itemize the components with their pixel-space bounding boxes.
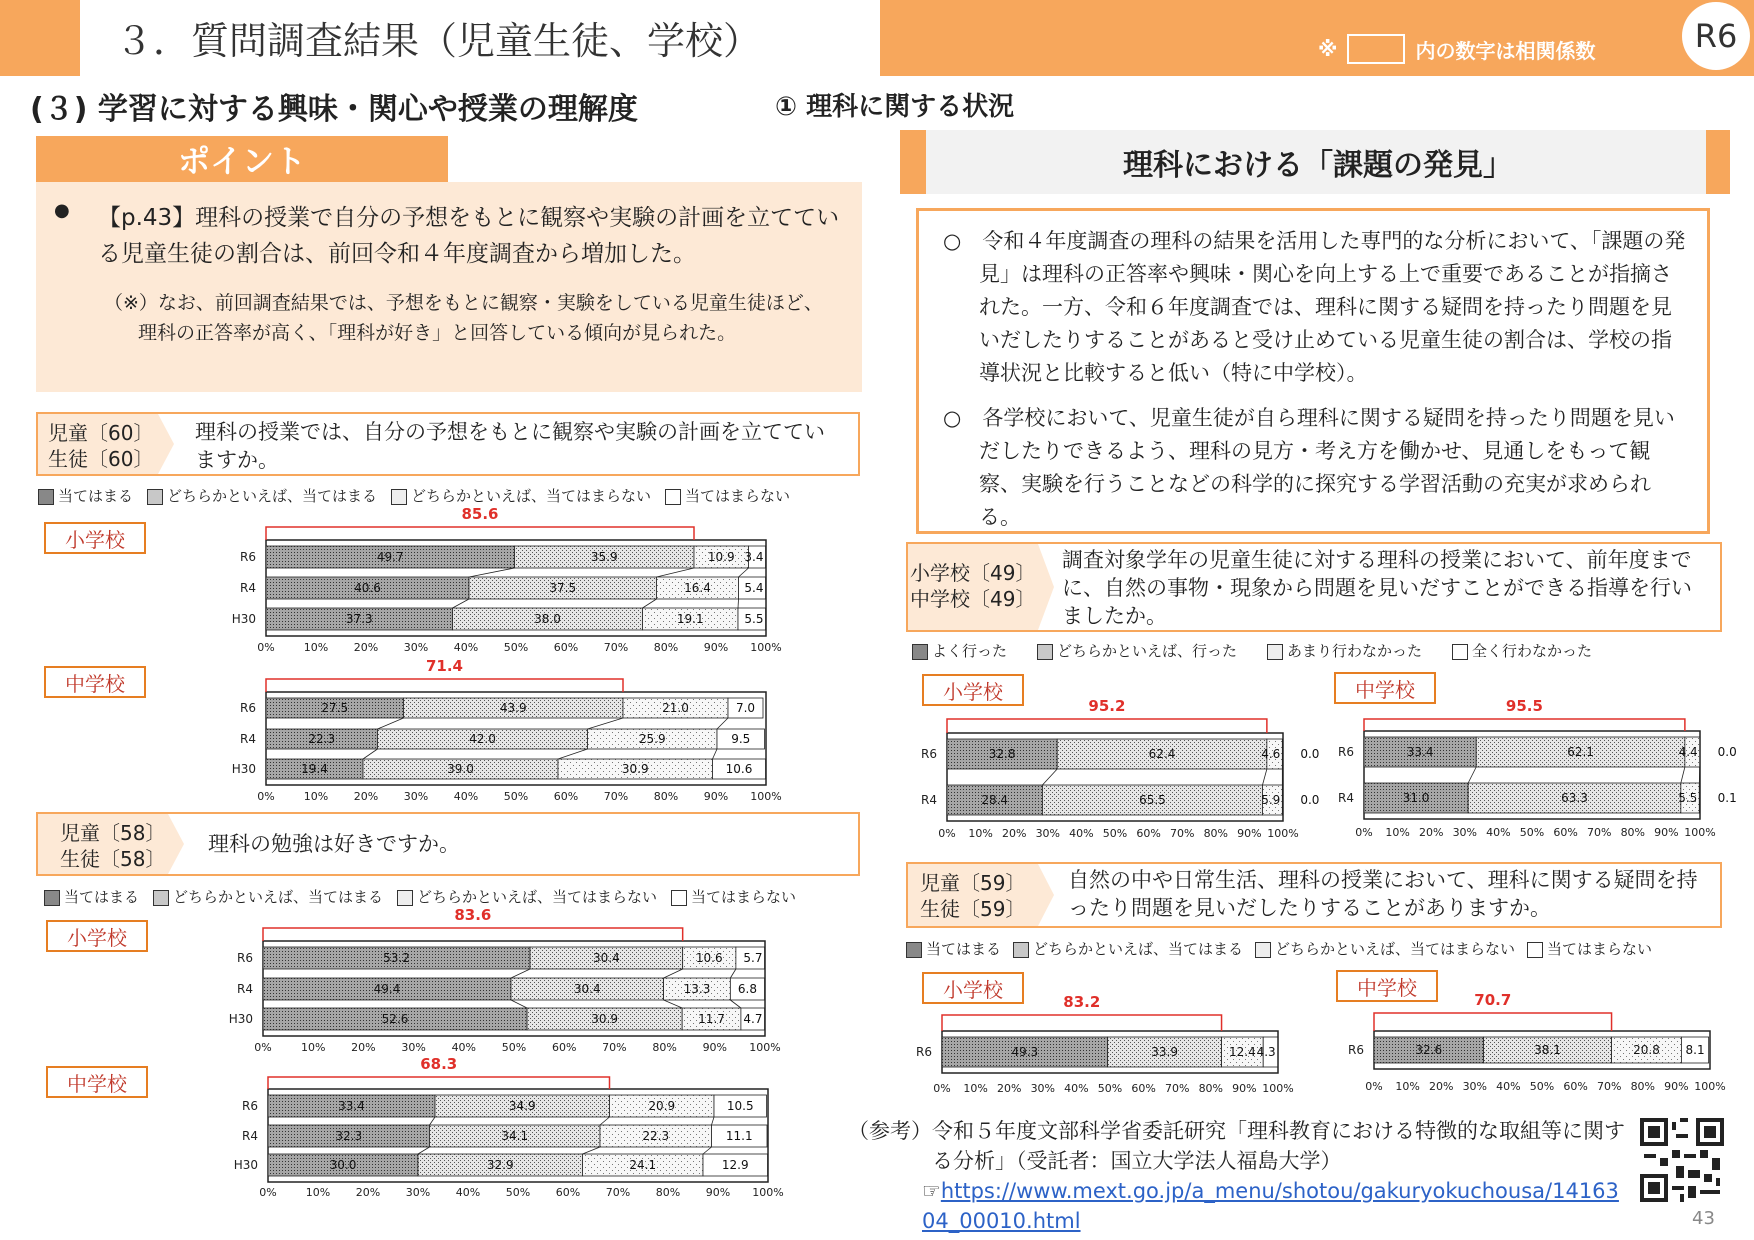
- data-label: 19.4: [301, 762, 328, 776]
- highlight-label: 68.3: [420, 1055, 458, 1073]
- tick-label: 10%: [305, 1186, 331, 1199]
- tick-label: 90%: [703, 790, 729, 803]
- legend-item: 当てはまる: [44, 886, 139, 907]
- data-label: 38.1: [1534, 1043, 1561, 1057]
- q1-tag-line1: 児童〔60〕: [48, 421, 154, 445]
- tick-label: 40%: [1486, 826, 1511, 839]
- q1-tag-line2: 生徒〔60〕: [48, 447, 154, 471]
- connector-line: [712, 1117, 715, 1125]
- connector-line: [713, 749, 718, 759]
- tick-label: 60%: [553, 641, 579, 654]
- q4-question: 自然の中や日常生活、理科の授業において、理科に関する疑問を持ったり問題を見いだしたりすることがありますか。: [1068, 868, 1698, 920]
- elementary-tag-q4: 小学校: [922, 972, 1024, 1004]
- data-label: 34.9: [508, 1099, 536, 1113]
- connector-line: [1468, 767, 1476, 783]
- category-label: H30: [228, 1012, 253, 1026]
- data-label: 30.9: [591, 1012, 618, 1026]
- point-tab: ポイント: [36, 136, 448, 182]
- highlight-label: 85.6: [461, 505, 499, 523]
- data-label: 19.1: [676, 612, 704, 626]
- highlight-bracket: [266, 527, 694, 540]
- point-text: 【p.43】理科の授業で自分の予想をもとに観察や実験の計画を立てている児童生徒の割合は、前回令和４年度調査から増加した。: [98, 205, 840, 267]
- tick-label: 20%: [1001, 827, 1027, 840]
- data-label: 4.7: [743, 1012, 763, 1026]
- tick-label: 70%: [603, 641, 629, 654]
- category-label: H30: [231, 612, 256, 626]
- legend-item: 当てはまる: [906, 938, 1001, 959]
- tick-label: 60%: [1553, 826, 1578, 839]
- data-label: 22.3: [308, 732, 336, 746]
- point-bullet: ●: [54, 200, 70, 221]
- data-label: 7.0: [735, 701, 756, 715]
- tick-label: 40%: [453, 790, 479, 803]
- data-label: 12.9: [721, 1158, 749, 1172]
- category-label: R6: [1338, 745, 1354, 759]
- category-label: R6: [242, 1099, 258, 1113]
- tick-label: 100%: [1694, 1080, 1726, 1093]
- q3-tag-line1: 小学校〔49〕: [910, 561, 1036, 585]
- category-label: R6: [921, 747, 937, 761]
- data-label: 10.9: [707, 550, 735, 564]
- data-label: 11.7: [698, 1012, 725, 1026]
- tick-label: 70%: [1586, 826, 1612, 839]
- data-label: 34.1: [501, 1129, 529, 1143]
- tick-label: 100%: [1262, 1082, 1294, 1095]
- tick-label: 50%: [503, 790, 529, 803]
- category-label: R4: [237, 982, 253, 996]
- data-label: 53.2: [383, 951, 410, 965]
- data-label: 30.4: [573, 982, 601, 996]
- data-label: 5.5: [1678, 791, 1698, 805]
- connector-line: [1263, 769, 1267, 785]
- data-label: 4.6: [1261, 747, 1281, 761]
- tick-label: 60%: [553, 790, 579, 803]
- connector-line: [664, 1000, 683, 1008]
- q1-question: 理科の授業では、自分の予想をもとに観察や実験の計画を立てていますか。: [195, 420, 825, 472]
- connector-line: [363, 749, 378, 759]
- data-label: 5.9: [1261, 793, 1281, 807]
- tick-label: 80%: [1620, 826, 1646, 839]
- tick-label: 50%: [1529, 1080, 1555, 1093]
- tick-label: 10%: [1385, 826, 1410, 839]
- tick-label: 10%: [300, 1041, 326, 1054]
- connector-line: [738, 599, 739, 608]
- tick-label: 50%: [1097, 1082, 1123, 1095]
- tick-label: 20%: [355, 1186, 381, 1199]
- tick-label: 70%: [1596, 1080, 1622, 1093]
- legend-item: どちらかといえば、当てはまらない: [1255, 938, 1515, 959]
- data-label: 11.1: [725, 1129, 753, 1143]
- legend-item: 当てはまる: [38, 485, 133, 506]
- connector-line: [717, 718, 728, 729]
- elementary-tag-q3: 小学校: [922, 674, 1024, 706]
- legend-item: どちらかといえば、当てはまる: [1013, 938, 1243, 959]
- data-label: 31.0: [1402, 791, 1430, 805]
- connector-line: [418, 1147, 430, 1154]
- tick-label: 40%: [1496, 1080, 1521, 1093]
- connector-line: [558, 749, 588, 759]
- category-label: R6: [237, 951, 253, 965]
- category-label: R6: [916, 1045, 932, 1059]
- legend-item: どちらかといえば、行った: [1037, 640, 1237, 661]
- category-label: H30: [233, 1158, 258, 1172]
- connector-line: [703, 1147, 712, 1154]
- highlight-bracket: [268, 1077, 610, 1089]
- data-label: 24.1: [629, 1158, 657, 1172]
- tick-label: 100%: [752, 1186, 784, 1199]
- tick-label: 20%: [351, 1041, 376, 1054]
- data-label: 52.6: [381, 1012, 409, 1026]
- legend-item: 当てはまらない: [1527, 938, 1652, 959]
- note-mark: ※: [1318, 37, 1338, 61]
- highlight-bracket: [263, 928, 683, 941]
- tick-label: 30%: [401, 1041, 426, 1054]
- tick-label: 70%: [603, 790, 629, 803]
- tick-label: 10%: [968, 827, 993, 840]
- tick-label: 20%: [1418, 826, 1444, 839]
- data-label: 37.5: [549, 581, 577, 595]
- data-label: 20.9: [648, 1099, 676, 1113]
- link-icon: ☞: [922, 1179, 941, 1203]
- connector-line: [739, 568, 749, 577]
- tick-label: 90%: [1664, 1080, 1689, 1093]
- tick-label: 80%: [1203, 827, 1229, 840]
- tick-label: 30%: [1035, 827, 1061, 840]
- data-label: 30.9: [621, 762, 649, 776]
- category-label: R4: [242, 1129, 258, 1143]
- reference-text: 令和５年度文部科学省委託研究「理科教育における特徴的な取組等に関する分析」（受託者：国立大学法人福島大学）: [932, 1119, 1625, 1173]
- connector-line: [643, 599, 657, 608]
- tick-label: 90%: [1232, 1082, 1257, 1095]
- connector-line: [1042, 769, 1057, 785]
- tick-label: 100%: [750, 641, 782, 654]
- tick-label: 0%: [1365, 1080, 1383, 1093]
- tick-label: 50%: [501, 1041, 527, 1054]
- tick-label: 20%: [1428, 1080, 1454, 1093]
- data-label: 38.0: [534, 612, 561, 626]
- section-subtitle: ① 理科に関する状況: [775, 92, 1015, 122]
- data-label: 10.6: [725, 762, 753, 776]
- tick-label: 90%: [702, 1041, 728, 1054]
- data-label: 9.5: [731, 732, 751, 746]
- data-label: 0.0: [1300, 747, 1320, 761]
- tick-label: 60%: [1563, 1080, 1588, 1093]
- note-text: 内の数字は相関係数: [1415, 38, 1596, 63]
- data-label: 5.4: [744, 581, 764, 595]
- data-label: 62.1: [1567, 745, 1594, 759]
- tick-label: 80%: [652, 1041, 677, 1054]
- tick-label: 60%: [1136, 827, 1161, 840]
- tick-label: 30%: [405, 1186, 431, 1199]
- data-label: 39.0: [447, 762, 474, 776]
- data-label: 13.3: [683, 982, 711, 996]
- right-para-1: ○ 令和４年度調査の理科の結果を活用した専門的な分析において、「課題の発見」は理科の正答率や興味・関心を向上する上で重要であることが指摘された。一方、令和６年度調査では、理科に関する疑問を持ったり問題を見いだしたりすることがあると受け止めている児童生徒の割合は、学校の指導状況と比較すると低い（特に中学校）。: [943, 229, 1686, 385]
- elementary-tag-q2: 小学校: [46, 920, 148, 952]
- tick-label: 80%: [653, 641, 679, 654]
- tick-label: 90%: [1654, 826, 1679, 839]
- data-label: 32.6: [1415, 1043, 1443, 1057]
- data-label: 32.9: [486, 1158, 514, 1172]
- data-label: 42.0: [469, 732, 496, 746]
- data-label: 5.7: [743, 951, 763, 965]
- highlight-label: 83.6: [454, 906, 492, 924]
- data-label: 30.4: [593, 951, 620, 965]
- highlight-label: 95.2: [1088, 697, 1126, 715]
- tick-label: 50%: [503, 641, 529, 654]
- tick-label: 30%: [1462, 1080, 1488, 1093]
- data-label: 30.0: [329, 1158, 357, 1172]
- highlight-label: 95.5: [1505, 697, 1543, 715]
- tick-label: 100%: [750, 790, 782, 803]
- data-label: 22.3: [642, 1129, 670, 1143]
- data-label: 49.3: [1011, 1045, 1039, 1059]
- data-label: 5.5: [744, 612, 764, 626]
- q2-tag-line1: 児童〔58〕: [60, 821, 166, 845]
- page-number: 43: [1692, 1208, 1715, 1229]
- legend-item: どちらかといえば、当てはまる: [153, 886, 383, 907]
- category-label: R4: [240, 732, 256, 746]
- tick-label: 0%: [257, 641, 275, 654]
- elementary-tag-q1: 小学校: [44, 522, 146, 554]
- tick-label: 70%: [1164, 1082, 1190, 1095]
- legend-item: よく行った: [912, 640, 1007, 661]
- tick-label: 0%: [938, 827, 956, 840]
- point-note: （※）なお、前回調査結果では、予想をもとに観察・実験をしている児童生徒ほど、理科の正答率が高く、「理科が好き」と回答している傾向が見られた。: [104, 292, 823, 344]
- highlight-label: 70.7: [1474, 991, 1512, 1009]
- tick-label: 90%: [705, 1186, 731, 1199]
- year-badge: R6: [1682, 2, 1750, 70]
- category-label: R4: [240, 581, 256, 595]
- highlight-bracket: [266, 679, 623, 692]
- tick-label: 20%: [996, 1082, 1022, 1095]
- highlight-bracket: [1364, 719, 1685, 731]
- data-label: 33.4: [338, 1099, 365, 1113]
- tick-label: 80%: [1630, 1080, 1656, 1093]
- category-label: R4: [921, 793, 937, 807]
- data-label: 0.0: [1300, 793, 1320, 807]
- highlight-bracket: [1374, 1013, 1612, 1031]
- tick-label: 20%: [353, 641, 379, 654]
- data-label: 63.3: [1561, 791, 1588, 805]
- tick-label: 50%: [1519, 826, 1545, 839]
- tick-label: 40%: [455, 1186, 481, 1199]
- tick-label: 20%: [353, 790, 379, 803]
- tick-label: 40%: [1064, 1082, 1089, 1095]
- data-label: 4.4: [1678, 745, 1698, 759]
- data-label: 20.8: [1633, 1043, 1660, 1057]
- connector-line: [469, 568, 515, 577]
- tick-label: 60%: [555, 1186, 581, 1199]
- tick-label: 10%: [303, 790, 329, 803]
- tick-label: 10%: [1395, 1080, 1420, 1093]
- data-label: 3.4: [744, 550, 764, 564]
- data-label: 10.6: [695, 951, 723, 965]
- junior-tag-q2: 中学校: [46, 1066, 148, 1098]
- reference-label: （参考）: [848, 1119, 932, 1143]
- legend-item: 当てはまらない: [671, 886, 796, 907]
- q4-tag-line1: 児童〔59〕: [920, 871, 1026, 895]
- connector-line: [511, 969, 530, 978]
- section-title: (３) 学習に対する興味・関心や授業の理解度: [30, 92, 638, 127]
- tick-label: 60%: [1131, 1082, 1156, 1095]
- data-label: 21.0: [662, 701, 689, 715]
- tick-label: 0%: [1355, 826, 1373, 839]
- q3-tag-line2: 中学校〔49〕: [910, 587, 1036, 611]
- tick-label: 40%: [453, 641, 479, 654]
- tick-label: 30%: [1030, 1082, 1056, 1095]
- highlight-bracket: [947, 719, 1267, 733]
- junior-tag-q4: 中学校: [1336, 970, 1438, 1002]
- tick-label: 40%: [1069, 827, 1094, 840]
- tick-label: 0%: [259, 1186, 277, 1199]
- data-label: 33.9: [1151, 1045, 1178, 1059]
- data-label: 65.5: [1139, 793, 1166, 807]
- tick-label: 10%: [963, 1082, 988, 1095]
- highlight-label: 83.2: [1063, 993, 1101, 1011]
- data-label: 28.4: [981, 793, 1009, 807]
- tick-label: 100%: [749, 1041, 781, 1054]
- data-label: 43.9: [499, 701, 527, 715]
- tick-label: 90%: [1237, 827, 1262, 840]
- data-label: 6.8: [737, 982, 757, 996]
- data-label: 27.5: [321, 701, 349, 715]
- tick-label: 80%: [655, 1186, 681, 1199]
- data-label: 33.4: [1406, 745, 1434, 759]
- connector-line: [588, 718, 624, 729]
- data-label: 25.9: [638, 732, 666, 746]
- tick-label: 30%: [403, 641, 429, 654]
- page-title: ３．質問調査結果（児童生徒、学校）: [115, 19, 762, 63]
- data-label: 32.3: [335, 1129, 363, 1143]
- tick-label: 10%: [303, 641, 329, 654]
- highlight-bracket: [942, 1015, 1222, 1031]
- tick-label: 0%: [254, 1041, 272, 1054]
- connector-line: [730, 969, 736, 978]
- connector-line: [600, 1117, 610, 1125]
- tick-label: 0%: [933, 1082, 951, 1095]
- connector-line: [664, 969, 683, 978]
- connector-line: [583, 1147, 601, 1154]
- reference-link[interactable]: https://www.mext.go.jp/a_menu/shotou/gakuryokuchousa/1416304_00010.html: [922, 1179, 1619, 1233]
- category-label: R6: [240, 550, 256, 564]
- data-label: 12.4: [1229, 1045, 1256, 1059]
- connector-line: [511, 1000, 527, 1008]
- data-label: 8.1: [1685, 1043, 1705, 1057]
- data-label: 10.5: [726, 1099, 754, 1113]
- category-label: R4: [1338, 791, 1354, 805]
- connector-line: [730, 1000, 741, 1008]
- tick-label: 70%: [1169, 827, 1195, 840]
- legend-item: 当てはまらない: [665, 485, 790, 506]
- data-label: 0.1: [1717, 791, 1737, 805]
- q2-question: 理科の勉強は好きですか。: [208, 832, 460, 856]
- q3-question: 調査対象学年の児童生徒に対する理科の授業において、前年度までに、自然の事物・現象から問題を見いだすことができる指導を行いましたか。: [1062, 548, 1692, 628]
- tick-label: 0%: [257, 790, 275, 803]
- highlight-label: 71.4: [425, 657, 464, 675]
- tick-label: 90%: [703, 641, 729, 654]
- data-label: 49.4: [373, 982, 401, 996]
- tick-label: 70%: [602, 1041, 627, 1054]
- tick-label: 30%: [403, 790, 429, 803]
- category-label: R6: [1348, 1043, 1364, 1057]
- category-label: H30: [231, 762, 256, 776]
- tick-label: 100%: [1684, 826, 1716, 839]
- legend-item: どちらかといえば、当てはまる: [147, 485, 377, 506]
- tick-label: 50%: [505, 1186, 531, 1199]
- q4-tag-line2: 生徒〔59〕: [920, 897, 1026, 921]
- connector-line: [430, 1117, 436, 1125]
- connector-line: [453, 599, 470, 608]
- data-label: 4.3: [1256, 1045, 1276, 1059]
- tick-label: 30%: [1452, 826, 1478, 839]
- junior-tag-q3: 中学校: [1334, 672, 1436, 704]
- data-label: 62.4: [1148, 747, 1176, 761]
- data-label: 37.3: [345, 612, 373, 626]
- data-label: 32.8: [988, 747, 1016, 761]
- junior-tag-q1: 中学校: [44, 666, 146, 698]
- legend-item: どちらかといえば、当てはまらない: [397, 886, 657, 907]
- connector-line: [378, 718, 404, 729]
- legend-item: どちらかといえば、当てはまらない: [391, 485, 651, 506]
- data-label: 49.7: [376, 550, 404, 564]
- category-label: R6: [240, 701, 256, 715]
- q2-tag-line2: 生徒〔58〕: [60, 847, 166, 871]
- data-label: 16.4: [684, 581, 711, 595]
- tick-label: 100%: [1267, 827, 1299, 840]
- connector-line: [657, 568, 695, 577]
- connector-line: [1681, 767, 1685, 783]
- data-label: 0.0: [1717, 745, 1737, 759]
- right-heading: 理科における「課題の発見」: [900, 130, 1710, 194]
- tick-label: 80%: [653, 790, 679, 803]
- tick-label: 50%: [1102, 827, 1128, 840]
- tick-label: 40%: [451, 1041, 477, 1054]
- tick-label: 60%: [551, 1041, 577, 1054]
- tick-label: 80%: [1198, 1082, 1224, 1095]
- legend-item: 全く行わなかった: [1452, 640, 1592, 661]
- data-label: 40.6: [354, 581, 381, 595]
- data-label: 35.9: [590, 550, 618, 564]
- tick-label: 70%: [605, 1186, 631, 1199]
- right-para-2: ○ 各学校において、児童生徒が自ら理科に関する疑問を持ったり問題を見いだしたりできるよう、理科の見方・考え方を働かせ、見通しをもって観察、実験を行うことなどの科学的に探究する学習活動の充実が求められる。: [943, 406, 1675, 529]
- legend-item: あまり行わなかった: [1267, 640, 1422, 661]
